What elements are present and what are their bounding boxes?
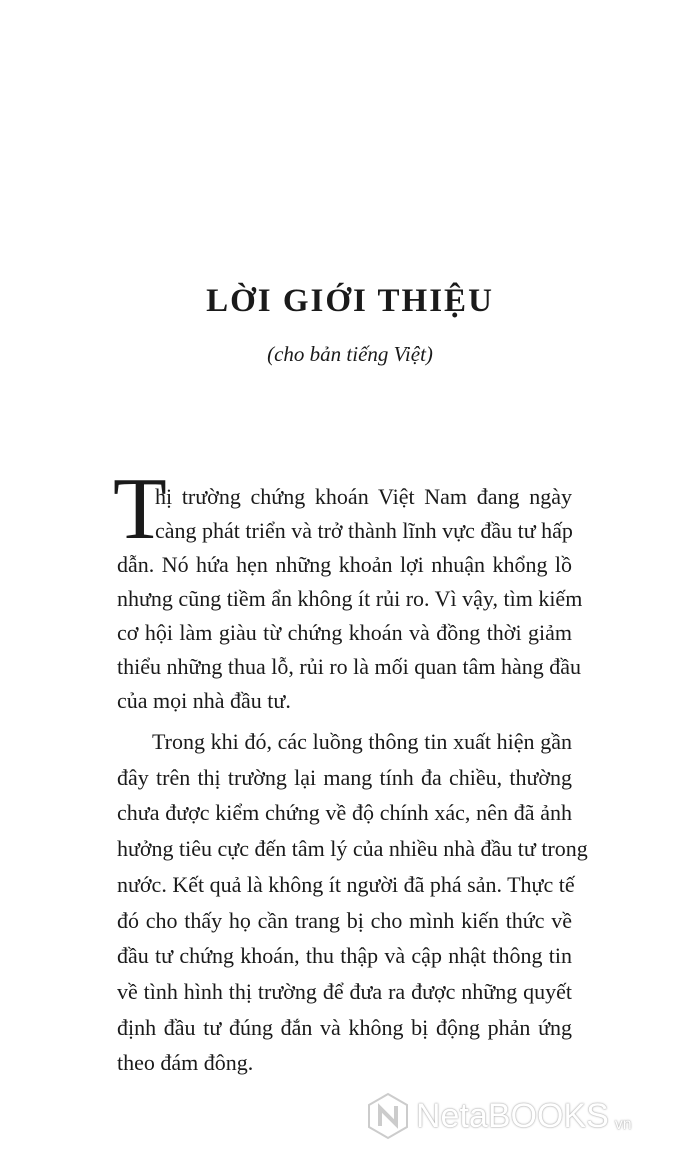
text-line: đó cho thấy họ cần trang bị cho mình kiến thức về [117, 908, 572, 933]
text-line: theo đám đông. [117, 1050, 254, 1075]
text-line: đầu tư chứng khoán, thu thập và cập nhật thông tin [117, 943, 572, 968]
text-line: nước. Kết quả là không ít người đã phá sản. Thực tế [117, 872, 575, 897]
text-line: nhưng cũng tiềm ẩn không ít rủi ro. Vì vậy, tìm kiếm [117, 586, 583, 611]
text-line: Trong khi đó, các luồng thông tin xuất hiện gần [152, 729, 572, 754]
text-line: về tình hình thị trường để đưa ra được những quyết [117, 979, 572, 1004]
text-line: định đầu tư đúng đắn và không bị động phản ứng [117, 1015, 572, 1040]
watermark-suffix: vn [614, 1116, 632, 1133]
text-line: dẫn. Nó hứa hẹn những khoản lợi nhuận khổng lồ [117, 552, 572, 577]
text-line: cơ hội làm giàu từ chứng khoán và đồng thời giảm [117, 620, 572, 645]
page-subtitle: (cho bản tiếng Việt) [267, 342, 433, 366]
text-line: hị trường chứng khoán Việt Nam đang ngày [155, 484, 572, 509]
page-title: LỜI GIỚI THIỆU [206, 283, 494, 319]
text-line: càng phát triển và trở thành lĩnh vực đầu tư hấp [155, 518, 573, 543]
watermark [366, 1092, 632, 1140]
text-line: thiểu những thua lỗ, rủi ro là mối quan tâm hàng đầu [117, 654, 582, 679]
text-line: đây trên thị trường lại mang tính đa chiều, thường [117, 765, 572, 790]
watermark-brand: NetaBOOKS [416, 1096, 609, 1135]
drop-cap: T [113, 461, 167, 558]
text-line: chưa được kiểm chứng về độ chính xác, nên đã ảnh [117, 800, 572, 825]
netabooks-logo-icon [366, 1092, 410, 1140]
text-line: của mọi nhà đầu tư. [117, 688, 291, 713]
text-line: hưởng tiêu cực đến tâm lý của nhiều nhà đầu tư trong [117, 836, 588, 861]
